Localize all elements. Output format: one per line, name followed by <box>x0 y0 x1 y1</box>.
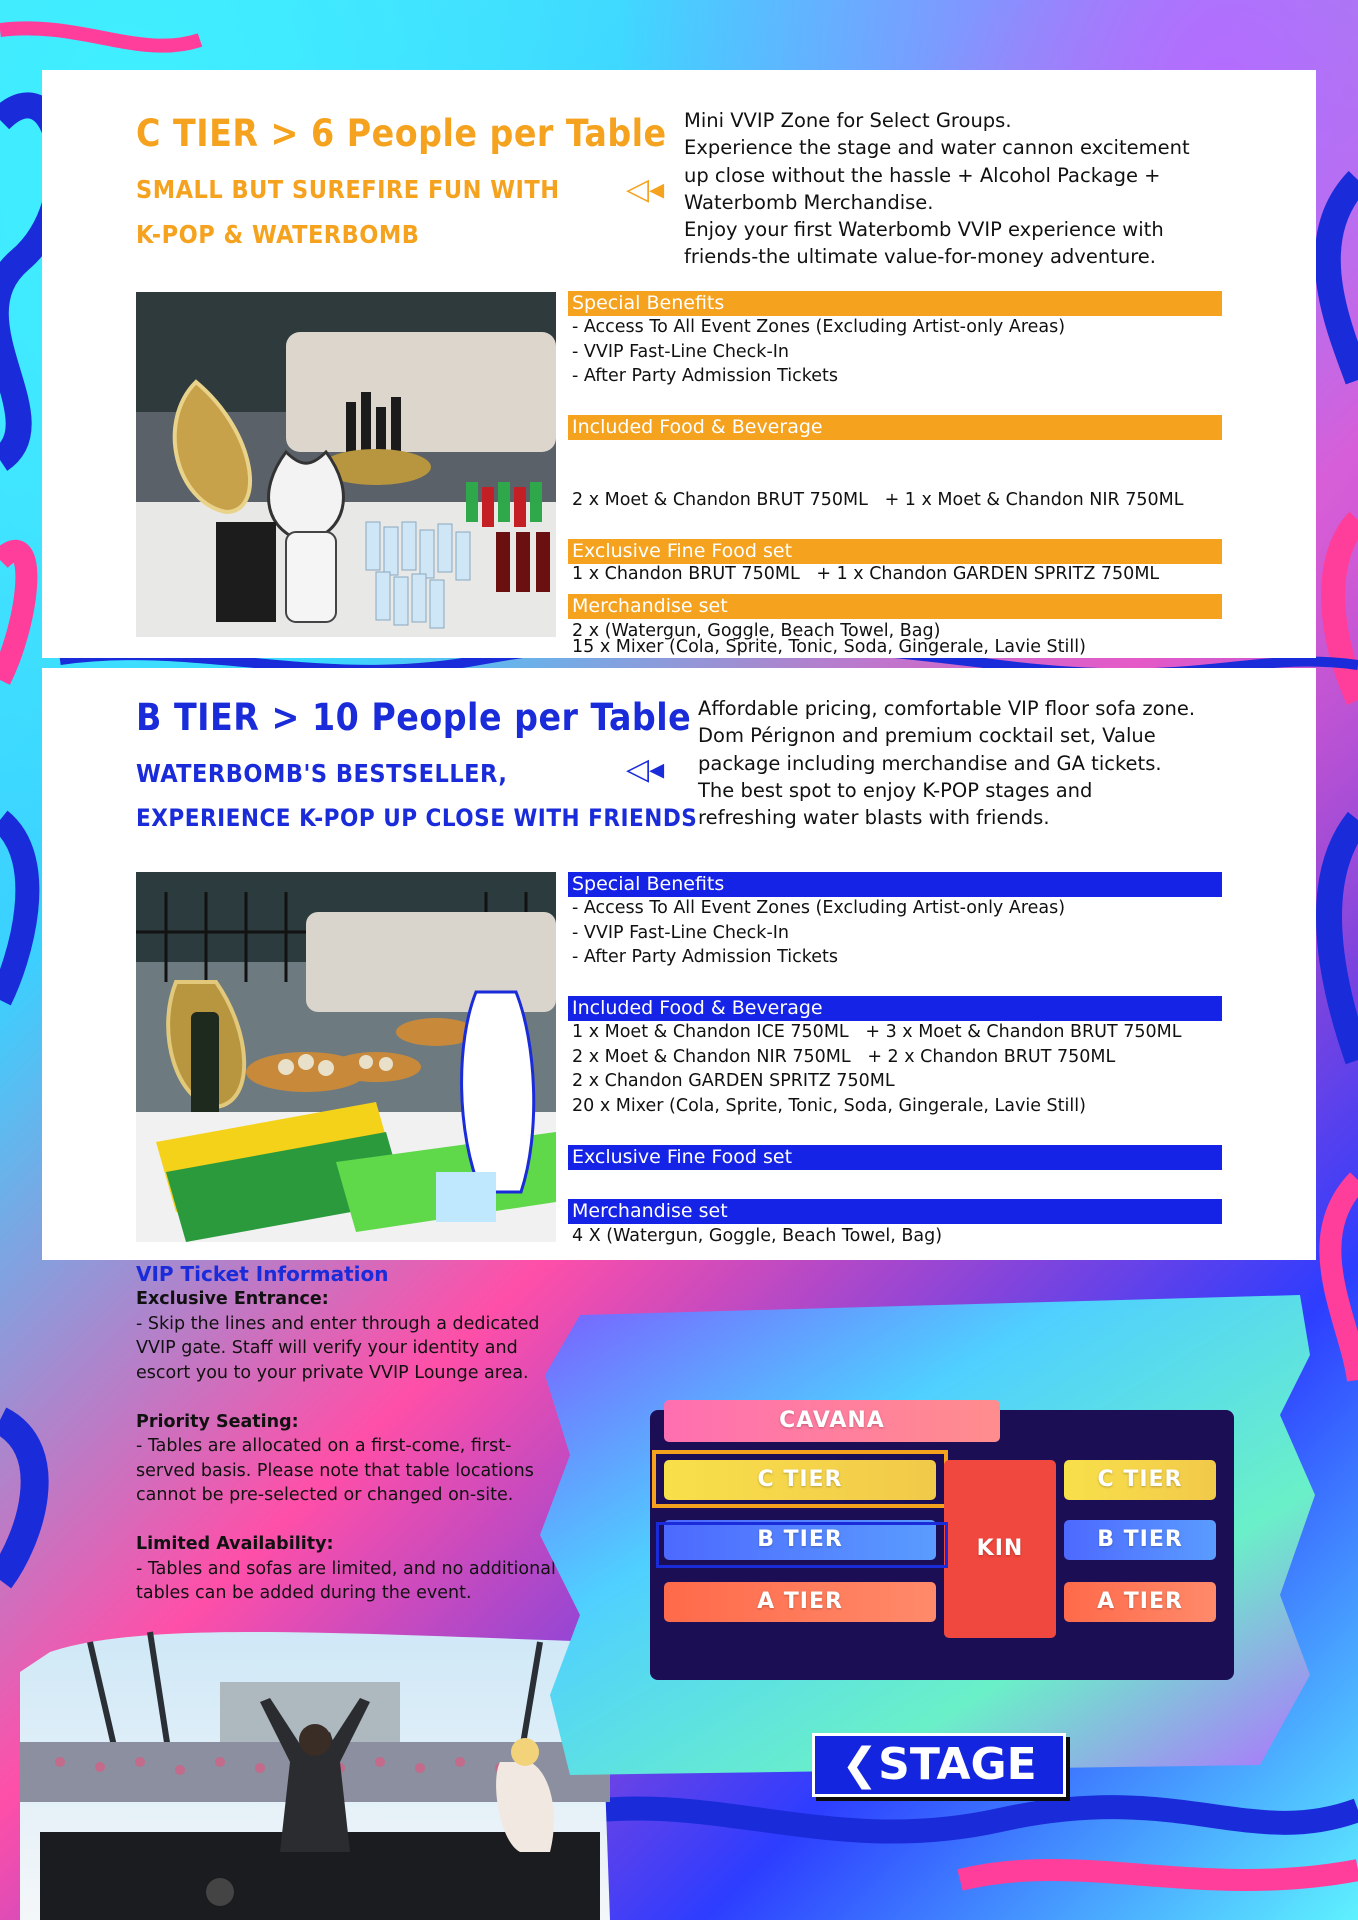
b-tier-food-bar: Included Food & Beverage <box>568 996 1222 1021</box>
list-item: - VVIP Fast-Line Check-In <box>572 341 790 362</box>
c-tier-merch-list <box>572 619 940 644</box>
map-zone-a-tier-right[interactable]: A TIER <box>1064 1582 1216 1622</box>
stage-label: ❮STAGE <box>812 1733 1066 1797</box>
c-tier-special-benefits-list <box>572 315 1065 389</box>
b-tier-merch-bar: Merchandise set <box>568 1199 1222 1224</box>
list-item: - Access To All Event Zones (Excluding Artist-only Areas) <box>572 317 1066 337</box>
map-zone-cavana[interactable]: CAVANA <box>664 1400 1000 1442</box>
list-item: 2 x Chandon GARDEN SPRITZ 750ML <box>572 1071 895 1091</box>
c-tier-subtitle-1: SMALL BUT SUREFIRE FUN WITH <box>136 175 560 204</box>
b-tier-merch-list <box>572 1224 942 1249</box>
chevron-left-icon: ❮ <box>841 1739 879 1790</box>
list-item: 4 X (Watergun, Goggle, Beach Towel, Bag) <box>572 1226 943 1246</box>
b-tier-description: Affordable pricing, comfortable VIP floor sofa zone. Dom Pérignon and premium cocktail set, Value package including merchandise and GA tickets. The best spot to enjoy K-POP stages and refreshing water blasts with friends. <box>698 697 1196 830</box>
map-zone-c-tier-left[interactable]: C TIER <box>664 1460 936 1500</box>
b-tier-food-list <box>572 1020 1181 1118</box>
vip-info-heading: VIP Ticket Information <box>136 1262 389 1286</box>
list-item: - After Party Admission Tickets <box>572 947 838 967</box>
map-zone-kin[interactable]: KIN <box>944 1460 1056 1638</box>
seating-title: Priority Seating: <box>136 1411 299 1432</box>
c-tier-description: Mini VVIP Zone for Select Groups. Experience the stage and water cannon excitement up close without the hassle + Alcohol Package + Waterbomb Merchandise. Enjoy your first Waterbomb VVIP experience with friends-the ultimate value-for-money adventure. <box>684 109 1190 269</box>
dj-crowd-photo <box>20 1612 610 1920</box>
seating-text: - Tables are allocated on a first-come, first-served basis. Please note that table locations cannot be pre-selected or changed on-site. <box>136 1436 534 1505</box>
c-tier-title: C TIER > 6 People per Table <box>136 112 667 155</box>
b-tier-subtitle-1: WATERBOMB'S BESTSELLER, <box>136 759 508 788</box>
c-tier-table-photo <box>136 292 556 637</box>
b-tier-title: B TIER > 10 People per Table <box>136 696 692 739</box>
b-tier-special-benefits-bar: Special Benefits <box>568 872 1222 897</box>
c-tier-merch-bar: Merchandise set <box>568 594 1222 619</box>
map-zone-a-tier-left[interactable]: A TIER <box>664 1582 936 1622</box>
c-tier-food-bar: Included Food & Beverage <box>568 415 1222 440</box>
b-tier-table-photo <box>136 872 556 1242</box>
vip-ticket-info <box>136 1262 566 1630</box>
b-tier-fine-food-bar: Exclusive Fine Food set <box>568 1145 1222 1170</box>
left-pointer-icon: ◁◂ <box>626 752 665 787</box>
c-tier-subtitle-2: K-POP & WATERBOMB <box>136 220 420 249</box>
list-item: 20 x Mixer (Cola, Sprite, Tonic, Soda, Gingerale, Lavie Still) <box>572 1095 1086 1116</box>
list-item: 1 x Chandon BRUT 750ML + 1 x Chandon GARDEN SPRITZ 750ML <box>572 563 1160 584</box>
c-tier-fine-food-bar: Exclusive Fine Food set <box>568 539 1222 564</box>
list-item: 2 x Moet & Chandon BRUT 750ML + 1 x Moet & Chandon NIR 750ML <box>572 490 1184 510</box>
left-pointer-icon: ◁◂ <box>626 172 665 207</box>
b-tier-special-benefits-list <box>572 896 1065 970</box>
list-item: 2 x (Watergun, Goggle, Beach Towel, Bag) <box>572 621 941 641</box>
map-zone-b-tier-left[interactable]: B TIER <box>664 1520 936 1560</box>
map-zone-b-tier-right[interactable]: B TIER <box>1064 1520 1216 1560</box>
list-item: - VVIP Fast-Line Check-In <box>572 922 790 943</box>
list-item: 2 x Moet & Chandon NIR 750ML + 2 x Chandon BRUT 750ML <box>572 1046 1116 1067</box>
entrance-title: Exclusive Entrance: <box>136 1289 329 1309</box>
list-item: 1 x Moet & Chandon ICE 750ML + 3 x Moet & Chandon BRUT 750ML <box>572 1022 1182 1042</box>
list-item: - After Party Admission Tickets <box>572 366 838 386</box>
c-tier-special-benefits-bar: Special Benefits <box>568 291 1222 316</box>
availability-title: Limited Availability: <box>136 1534 334 1554</box>
list-item: - Access To All Event Zones (Excluding Artist-only Areas) <box>572 898 1066 918</box>
list-item: 15 x Mixer (Cola, Sprite, Tonic, Soda, Gingerale, Lavie Still) <box>572 637 1086 657</box>
availability-text: - Tables and sofas are limited, and no additional tables can be added during the event. <box>136 1558 556 1603</box>
b-tier-highlight <box>656 1522 948 1568</box>
map-zone-c-tier-right[interactable]: C TIER <box>1064 1460 1216 1500</box>
b-tier-subtitle-2: EXPERIENCE K-POP UP CLOSE WITH FRIENDS <box>136 804 698 832</box>
entrance-text: - Skip the lines and enter through a dedicated VVIP gate. Staff will verify your identity and escort you to your private VVIP Lounge area. <box>136 1313 540 1383</box>
